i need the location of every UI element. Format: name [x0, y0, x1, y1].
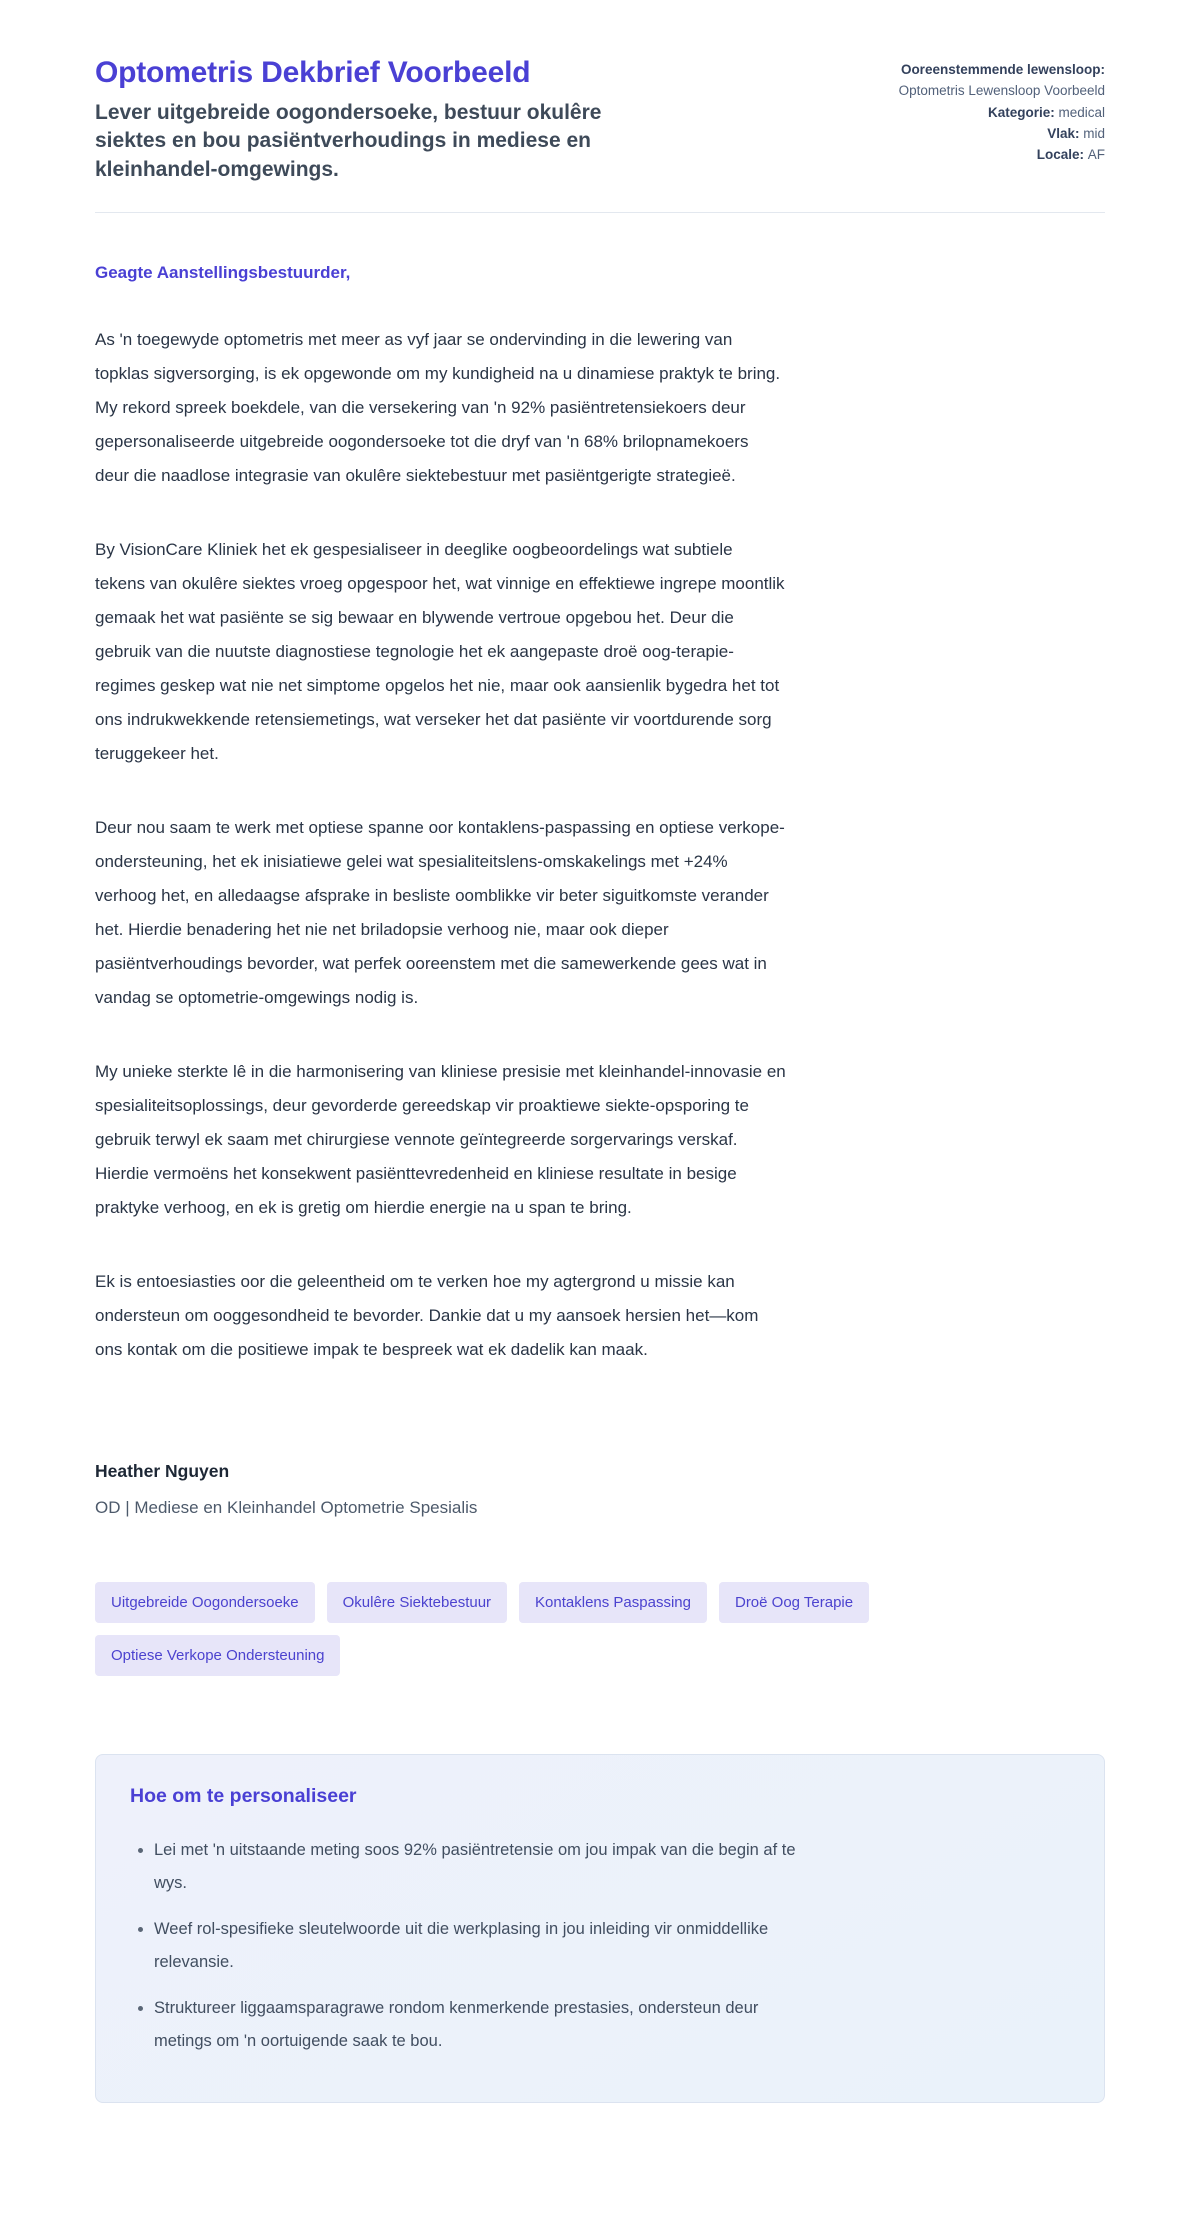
- meta-value: mid: [1083, 125, 1105, 141]
- greeting: Geagte Aanstellingsbestuurder,: [95, 263, 351, 283]
- personalize-tips: [130, 1834, 816, 2058]
- skill-tag: Uitgebreide Oogondersoeke: [95, 1582, 315, 1623]
- letter-paragraph: As 'n toegewyde optometris met meer as vyf jaar se ondervinding in die lewering van topklas sigversorging, is ek opgewonde om my kundigheid na u dinamiese praktyk te bring. My rekord spreek boekdele, van die versekering van 'n 92% pasiëntretensiekoers deur gepersonaliseerde uitgebreide oogondersoeke tot die dryf van 'n 68% brilopnamekoers deur die naadlose integrasie van okulêre siektebestuur met pasiëntgerigte strategieë.: [95, 330, 781, 486]
- meta-row: [873, 144, 1105, 165]
- meta-block: [873, 55, 1105, 166]
- letter-paragraph: Deur nou saam te werk met optiese spanne oor kontaklens-paspassing en optiese verkope-ondersteuning, het ek inisiatiewe gelei wat spesialiteitslens-omskakelings met +24% verhoog het, en alledaagse afsprake in besliste oomblikke vir beter siguitkomste verander het. Hierdie benadering het nie net briladopsie verhoog nie, maar ook dieper pasiëntverhoudings bevorder, wat perfek ooreenstem met die samewerkende gees wat in vandag se optometrie-omgewings nodig is.: [95, 818, 785, 1008]
- meta-label: Vlak:: [1047, 125, 1084, 141]
- meta-row: [873, 59, 1105, 102]
- meta-row: [873, 123, 1105, 144]
- header-divider: [95, 212, 1105, 213]
- meta-row: [873, 102, 1105, 123]
- letter-paragraph: My unieke sterkte lê in die harmonisering van kliniese presisie met kleinhandel-innovasie en spesialiteitsoplossings, deur gevorderde gereedskap vir proaktiewe siekte-opsporing te gebruik terwyl ek saam met chirurgiese vennote geïntegreerde sorgervarings verskaf. Hierdie vermoëns het konsekwent pasiënttevredenheid en kliniese resultate in besige praktyke verhoog, en ek is gretig om hierdie energie na u span te bring.: [95, 1062, 786, 1218]
- letter-paragraph: By VisionCare Kliniek het ek gespesialiseer in deeglike oogbeoordelings wat subtiele tekens van okulêre siektes vroeg opgespoor het, wat vinnige en effektiewe ingrepe moontlik gemaak het wat pasiënte se sig bewaar en blywende vertroue opgebou het. Deur die gebruik van die nuutste diagnostiese tegnologie het ek aangepaste droë oog-terapie-regimes geskep wat nie net simptome opgelos het nie, maar ook aansienlik bygedra het tot ons indrukwekkende retensiemetings, wat verseker het dat pasiënte vir voortdurende sorg teruggekeer het.: [95, 540, 785, 764]
- header-title-block: [95, 55, 625, 184]
- page-title: Optometris Dekbrief Voorbeeld: [95, 56, 531, 89]
- skill-tags: [95, 1582, 895, 1676]
- signature-name: Heather Nguyen: [95, 1461, 230, 1482]
- meta-label: Kategorie:: [987, 104, 1059, 120]
- signature-title: OD | Mediese en Kleinhandel Optometrie Spesialis: [95, 1498, 478, 1518]
- skill-tag: Okulêre Siektebestuur: [327, 1582, 507, 1623]
- skill-tag: Droë Oog Terapie: [719, 1582, 869, 1623]
- cover-letter-page: [95, 0, 1105, 2163]
- meta-label: Ooreenstemmende lewensloop:: [900, 62, 1105, 77]
- letter-paragraph: Ek is entoesiasties oor die geleentheid om te verken hoe my agtergrond u missie kan ondersteun om ooggesondheid te bevorder. Dankie dat u my aansoek hersien het—kom ons kontak om die positiewe impak te bespreek wat ek dadelik kan maak.: [95, 1272, 759, 1360]
- meta-value: medical: [1058, 104, 1105, 120]
- meta-label: Locale:: [1036, 147, 1088, 163]
- skill-tag: Optiese Verkope Ondersteuning: [95, 1635, 340, 1676]
- personalize-tip: • Weef rol-spesifieke sleutelwoorde uit die werkplasing in jou inleiding vir onmiddellike relevansie.: [154, 1913, 816, 1979]
- personalize-title: Hoe om te personaliseer: [130, 1785, 357, 1808]
- page-subtitle: Lever uitgebreide oogondersoeke, bestuur okulêre siektes en bou pasiëntverhoudings in mediese en kleinhandel-omgewings.: [95, 101, 602, 181]
- meta-value: AF: [1087, 147, 1105, 163]
- meta-value: Optometris Lewensloop Voorbeeld: [898, 83, 1105, 99]
- header: [95, 55, 1105, 184]
- letter-paragraphs: [95, 323, 1105, 1367]
- personalize-tip: • Lei met 'n uitstaande meting soos 92% pasiëntretensie om jou impak van die begin af te wys.: [154, 1834, 816, 1900]
- personalize-tip: • Struktureer liggaamsparagrawe rondom kenmerkende prestasies, ondersteun deur metings om 'n oortuigende saak te bou.: [154, 1992, 816, 2058]
- personalize-box: [95, 1754, 1105, 2103]
- skill-tag: Kontaklens Paspassing: [519, 1582, 707, 1623]
- letter-body: [95, 263, 1105, 2103]
